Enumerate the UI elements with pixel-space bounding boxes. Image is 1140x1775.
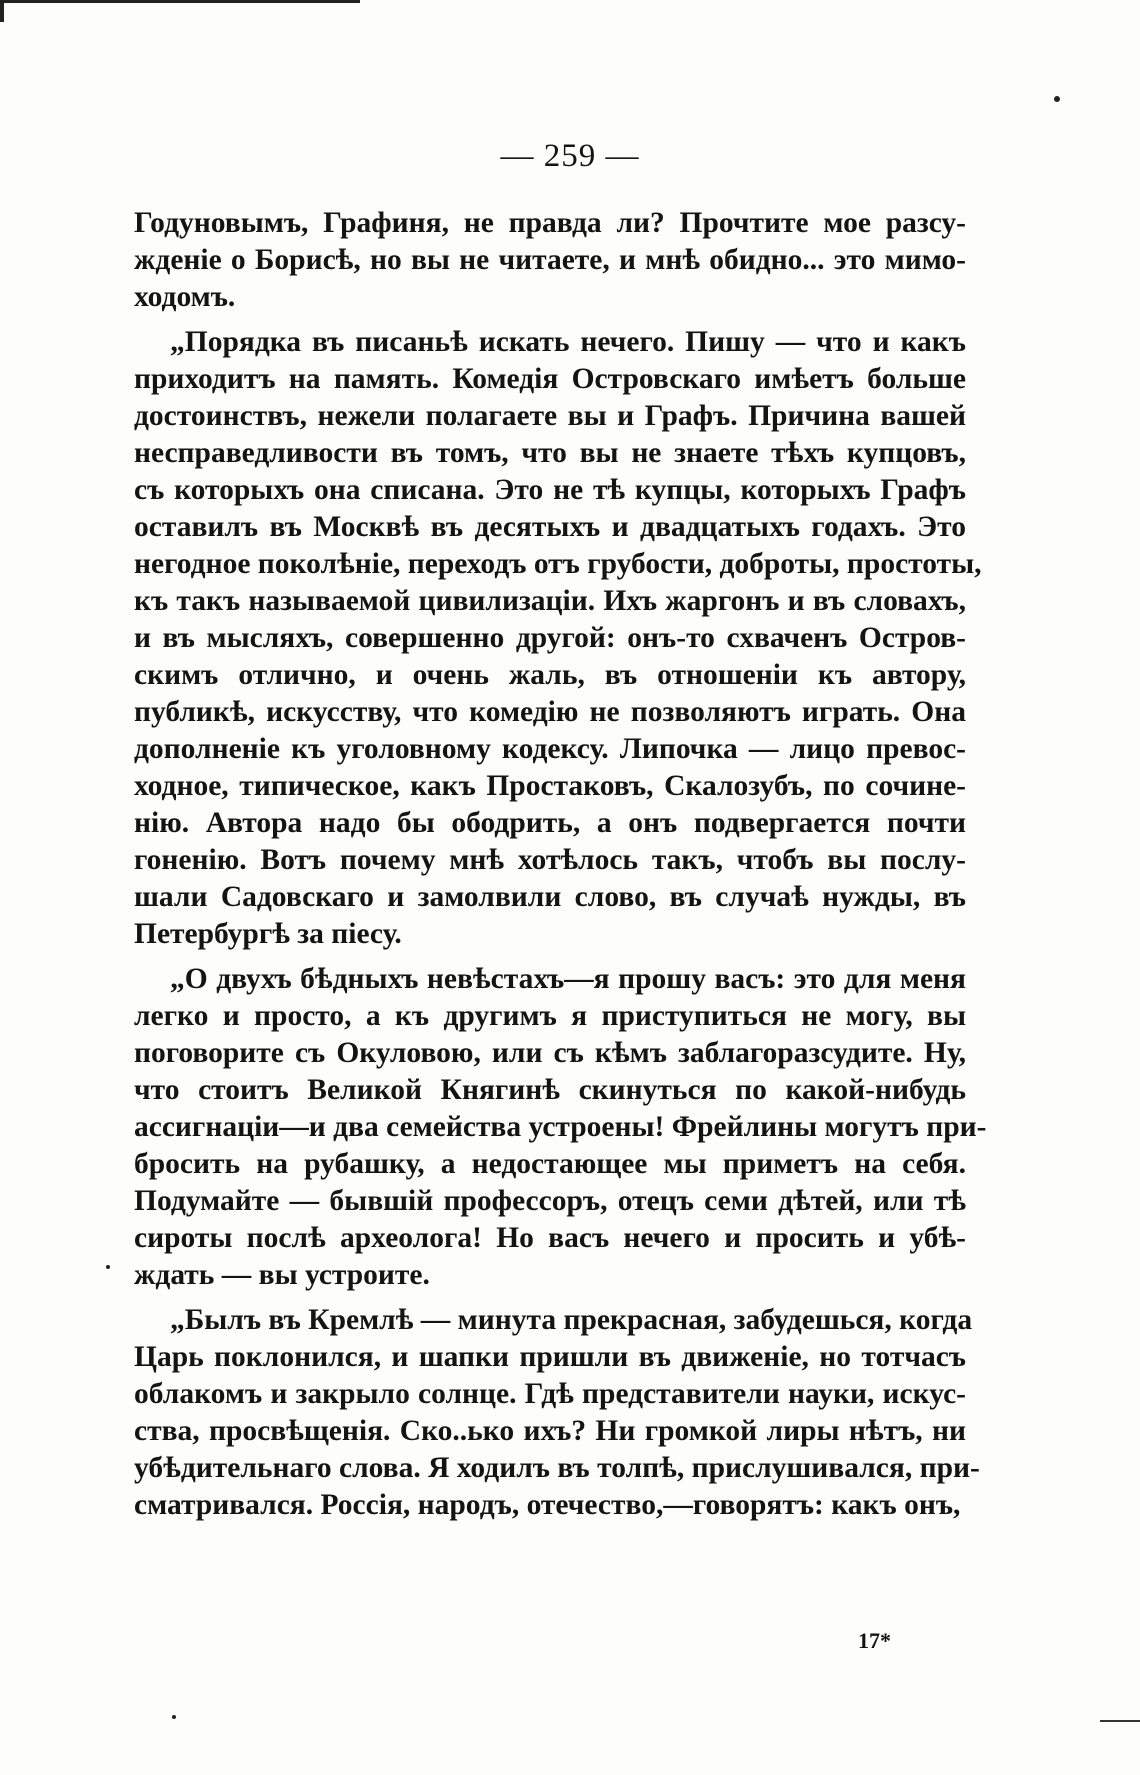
text-line: къ такъ называемой цивилизаціи. Ихъ жаргонъ и въ словахъ, xyxy=(134,585,966,617)
scan-speck xyxy=(1054,96,1060,102)
text-line: несправедливости въ томъ, что вы не знаете тѣхъ купцовъ, xyxy=(134,437,966,469)
scan-edge-mark xyxy=(0,0,4,22)
text-line: оставилъ въ Москвѣ въ десятыхъ и двадцатыхъ годахъ. Это xyxy=(134,511,966,543)
text-line: скимъ отлично, и очень жаль, въ отношеніи къ автору, xyxy=(134,659,966,691)
text-line: и въ мысляхъ, совершенно другой: онъ-то схваченъ Остров- xyxy=(134,622,966,654)
text-line: ассигнаціи—и два семейства устроены! Фрейлины могутъ при- xyxy=(134,1111,987,1143)
page-body xyxy=(134,205,987,1524)
paragraph xyxy=(134,961,987,1294)
text-line: приходитъ на память. Комедія Островскаго имѣетъ больше xyxy=(134,363,966,395)
text-line: гоненію. Вотъ почему мнѣ хотѣлось такъ, чтобъ вы послу- xyxy=(134,844,966,876)
paragraph xyxy=(134,324,982,953)
text-line: негодное поколѣніе, переходъ отъ грубости, доброты, простоты, xyxy=(134,548,982,580)
text-line: ходомъ. xyxy=(134,281,236,313)
paragraph xyxy=(134,205,966,316)
text-line: Царь поклонился, и шапки пришли въ движеніе, но тотчасъ xyxy=(134,1341,966,1373)
text-line: Годуновымъ, Графиня, не правда ли? Прочтите мое разсу- xyxy=(134,207,966,239)
text-line: сироты послѣ археолога! Но васъ нечего и просить и убѣ- xyxy=(134,1222,966,1254)
text-line: Петербургѣ за піесу. xyxy=(134,918,402,950)
paragraph-gap xyxy=(134,1294,966,1302)
text-line: поговорите съ Окуловою, или съ кѣмъ заблагоразсудите. Ну, xyxy=(134,1037,966,1069)
text-line: бросить на рубашку, а недостающее мы приметъ на себя. xyxy=(134,1148,966,1180)
text-line: облакомъ и закрыло солнце. Гдѣ представители науки, искус- xyxy=(134,1378,966,1410)
text-line: Подумайте — бывшій профессоръ, отецъ семи дѣтей, или тѣ xyxy=(134,1185,966,1217)
text-line: „О двухъ бѣдныхъ невѣстахъ—я прошу васъ: это для меня xyxy=(170,963,966,995)
paragraph xyxy=(134,1302,980,1524)
text-line: съ которыхъ она списана. Это не тѣ купцы, которыхъ Графъ xyxy=(134,474,966,506)
text-line: достоинствъ, нежели полагаете вы и Графъ. Причина вашей xyxy=(134,400,966,432)
text-line: ства, просвѣщенія. Ско..ько ихъ? Ни громкой лиры нѣтъ, ни xyxy=(134,1415,966,1447)
text-line: дополненіе къ уголовному кодексу. Липочка — лицо превос- xyxy=(134,733,966,765)
text-line: ждать — вы устроите. xyxy=(134,1259,430,1291)
scan-edge-mark xyxy=(0,0,360,3)
text-line: нію. Автора надо бы ободрить, а онъ подвергается почти xyxy=(134,807,966,839)
text-line: что стоитъ Великой Княгинѣ скинуться по какой-нибудь xyxy=(134,1074,966,1106)
scan-speck xyxy=(106,1265,110,1269)
text-line: ходное, типическое, какъ Простаковъ, Скалозубъ, по сочине- xyxy=(134,770,966,802)
paragraph-gap xyxy=(134,953,966,961)
signature-mark: 17* xyxy=(858,1628,891,1653)
scan-speck xyxy=(172,1715,176,1719)
text-line: шали Садовскаго и замолвили слово, въ случаѣ нужды, въ xyxy=(134,881,966,913)
text-line: легко и просто, а къ другимъ я приступиться не могу, вы xyxy=(134,1000,966,1032)
text-line: убѣдительнаго слова. Я ходилъ въ толпѣ, прислушивался, при- xyxy=(134,1452,980,1484)
paragraph-gap xyxy=(134,316,966,324)
text-line: „Былъ въ Кремлѣ — минута прекрасная, забудешься, когда xyxy=(170,1304,973,1336)
scan-edge-mark xyxy=(1100,1720,1140,1722)
text-line: жденіе о Борисѣ, но вы не читаете, и мнѣ обидно... это мимо- xyxy=(134,244,966,276)
page-number: — 259 — xyxy=(500,138,640,174)
text-line: сматривался. Россія, народъ, отечество,—говорятъ: какъ онъ, xyxy=(134,1489,961,1521)
text-line: публикѣ, искусству, что комедію не позволяютъ играть. Она xyxy=(134,696,966,728)
text-line: „Порядка въ писаньѣ искать нечего. Пишу — что и какъ xyxy=(170,326,966,358)
